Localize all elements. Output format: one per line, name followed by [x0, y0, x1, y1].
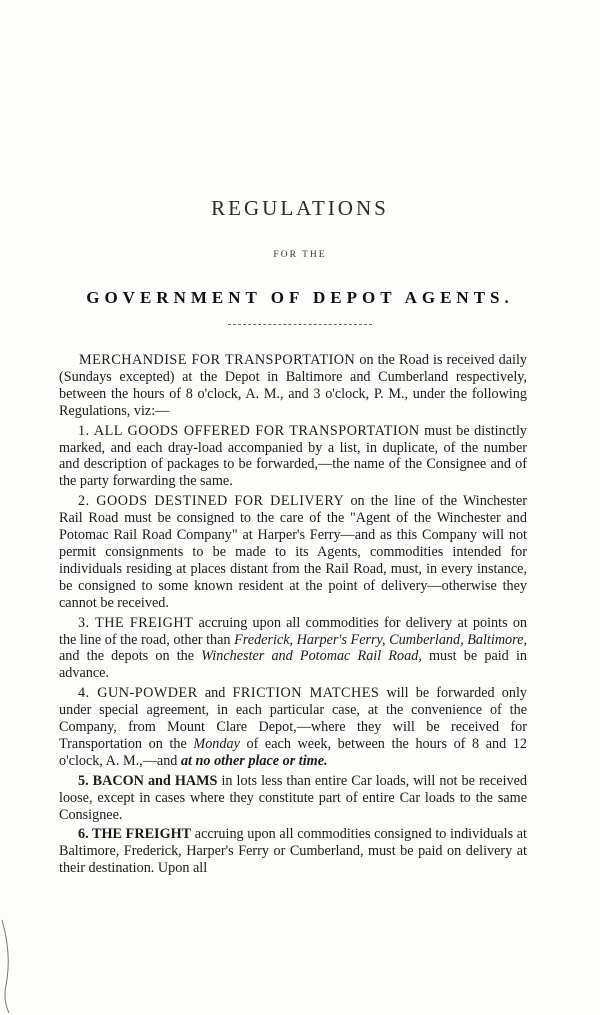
document-subtitle: FOR THE — [273, 250, 327, 260]
rule-2-paragraph — [59, 493, 527, 611]
intro-lead: MERCHANDISE FOR TRANSPORTATION — [79, 352, 356, 368]
rule-4-text-a: will be forwarded only under special agreement, in each particular case, at the convenience of the Company, from Mount Clare Depot,—where they will be received for Transportation on the — [59, 685, 527, 752]
rule-6-lead: 6. THE FREIGHT — [78, 826, 192, 843]
rule-4-lead: 4. GUN-POWDER — [78, 685, 198, 702]
rule-2-lead: 2. GOODS DESTINED FOR DELIVERY — [78, 493, 345, 510]
rule-5-paragraph — [59, 773, 527, 824]
rule-6-paragraph — [59, 826, 527, 877]
intro-text: on the Road is received daily (Sundays excepted) at the Depot in Baltimore and Cumberland respectively, between the hours of 8 o'clock, A. M., and 3 o'clock, P. M., under the following Regulations, viz:— — [59, 352, 527, 419]
rule-1-paragraph — [59, 423, 527, 491]
rule-4-italic-a: Monday — [193, 735, 240, 752]
document-main-heading: GOVERNMENT OF DEPOT AGENTS. — [86, 288, 514, 307]
rule-5-lead: 5. BACON and HAMS — [78, 772, 218, 789]
rule-6-text: accruing upon all commodities consigned to individuals at Baltimore, Frederick, Harper's Ferry or Cumberland, must be paid on delivery at their destination. Upon all — [59, 826, 528, 877]
rule-1-lead: 1. ALL GOODS OFFERED FOR TRANSPORTATION — [78, 422, 420, 439]
rule-4-paragraph — [59, 685, 527, 770]
intro-paragraph — [59, 352, 527, 420]
rule-3-text-a: accruing upon all commodities for delivery at points on the line of the road, other than — [59, 614, 528, 648]
rule-3-italic-a: Frederick, Harper's Ferry, Cumberland, Baltimore, — [234, 631, 527, 648]
heading-divider — [228, 324, 372, 325]
document-title: REGULATIONS — [211, 196, 389, 220]
rule-3-paragraph — [59, 615, 527, 683]
page-edge-mark — [0, 915, 18, 1015]
rule-3-lead: 3. THE FREIGHT — [78, 614, 194, 631]
rule-4-mid: and — [197, 685, 233, 702]
rule-3-text-b: and the depots on the — [59, 648, 202, 665]
rule-1-text: must be distinctly marked, and each dray-load accompanied by a list, in duplicate, of the number and description of packages to be forwarded,—the name of the Consignee and of the party forwarding the same. — [59, 422, 527, 490]
rule-2-text: on the line of the Winchester Rail Road must be consigned to the care of the "Agent of the Winchester and Potomac Rail Road Company" at Harper's Ferry—and as this Company will not permit consignments to be made to its Agents, commodities intended for individuals residing at places distant from the Rail Road, must, in every instance, be consigned to some known resident at the point of delivery—otherwise they cannot be received. — [59, 493, 527, 611]
regulations-body — [59, 352, 527, 880]
rule-4-italic-b: at no other place or time. — [180, 752, 328, 769]
rule-3-italic-b: Winchester and Potomac Rail Road, — [201, 648, 422, 665]
rule-3-text-c: must be paid in advance. — [59, 648, 527, 682]
rule-4-lead-2: FRICTION MATCHES — [232, 685, 380, 702]
rule-4-text-b: of each week, between the hours of 8 and 12 o'clock, A. M.,—and — [59, 735, 528, 769]
rule-5-text: in lots less than entire Car loads, will not be received loose, except in cases where they constitute part of entire Car loads to the same Consignee. — [59, 772, 527, 823]
